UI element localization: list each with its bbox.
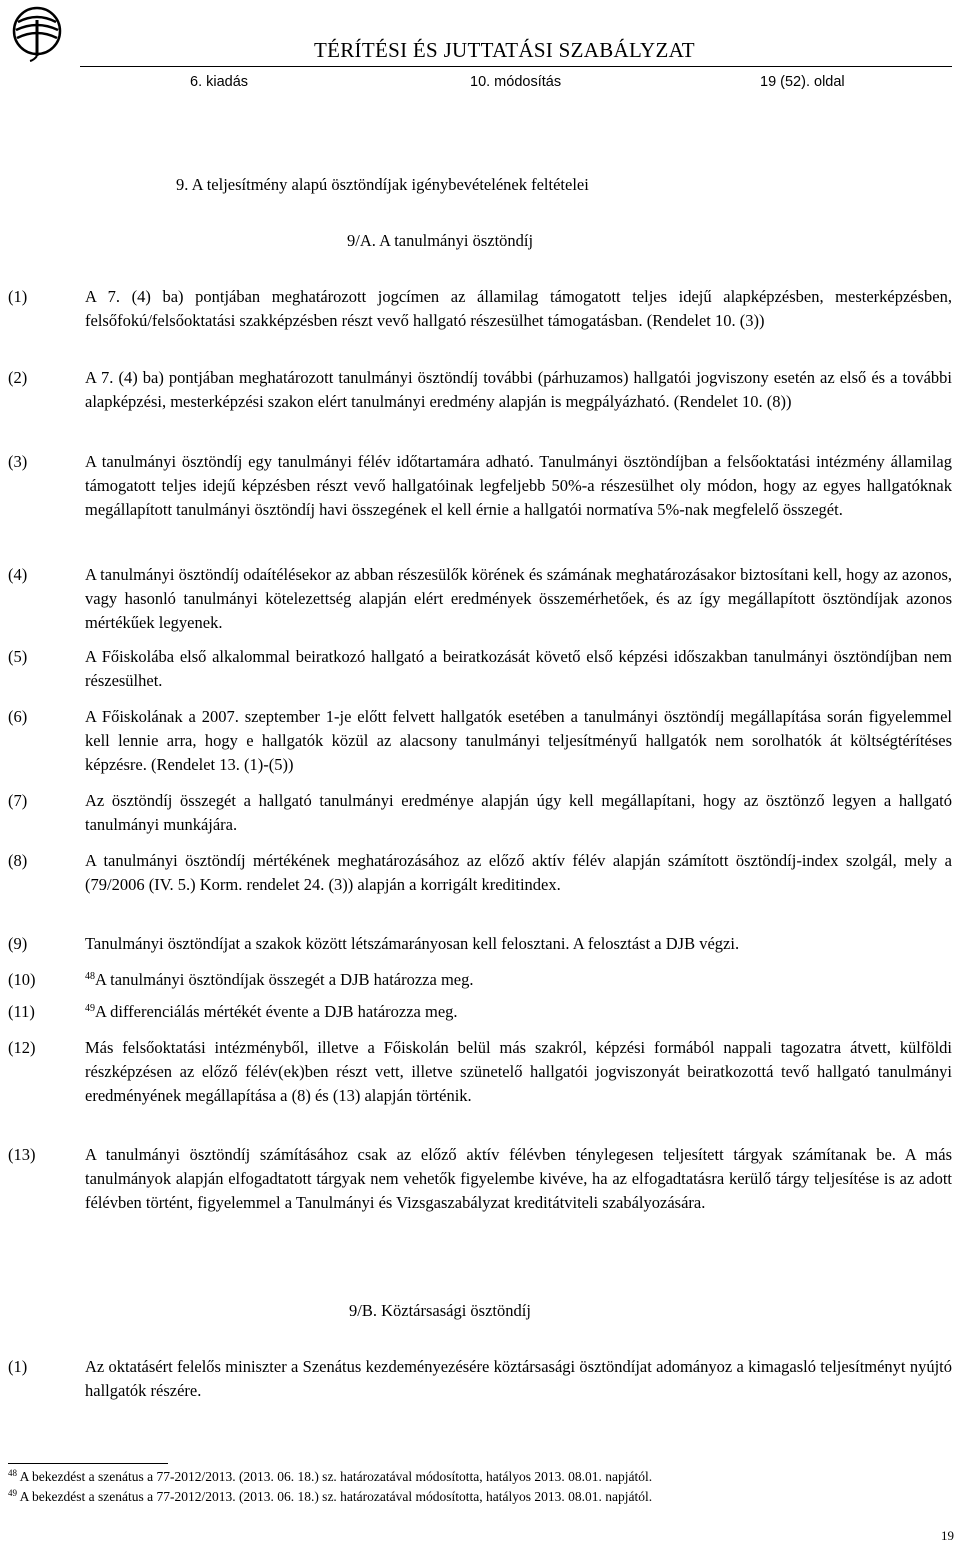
paragraph-number: (5) (8, 647, 28, 666)
paragraph (8, 1000, 952, 1024)
paragraph (8, 789, 952, 837)
paragraph-number: (2) (8, 368, 28, 387)
paragraph-text: Az ösztöndíj összegét a hallgató tanulmányi eredménye alapján úgy kell megállapítani, hogy az ösztönző legyen a hallgató tanulmányi munkájára. (85, 791, 952, 834)
paragraph-number: (6) (8, 707, 28, 726)
footnote-divider (8, 1463, 168, 1464)
paragraph-text: A tanulmányi ösztöndíjak összegét a DJB határozza meg. (95, 970, 474, 989)
paragraph (8, 849, 952, 897)
paragraph-number: (3) (8, 452, 28, 471)
paragraph-text: A tanulmányi ösztöndíj számításához csak az előző aktív félévben ténylegesen teljesített tárgyak számítanak be. A más tanulmányok alapján elfogadtatott tárgyak nem vehetők figyelembe kivéve, ha az elfogadtatásra kerülő tárgy teljesítése is az adott félévben történt, figyelemmel a Tanulmányi és Vizsgaszabályzat kreditátviteli szabályozására. (85, 1145, 952, 1212)
footnote-number: 48 (8, 1468, 17, 1478)
footnote-ref[interactable]: 48 (85, 971, 95, 982)
paragraph-text: Tanulmányi ösztöndíjat a szakok között létszámarányosan kell felosztani. A felosztást a DJB végzi. (85, 934, 740, 953)
paragraph-number: (10) (8, 970, 36, 989)
paragraph (8, 968, 952, 992)
footnote-number: 49 (8, 1488, 17, 1498)
footnote-ref[interactable]: 49 (85, 1003, 95, 1014)
paragraph-text: A 7. (4) ba) pontjában meghatározott jogcímen az államilag támogatott teljes idejű alapképzésben, mesterképzésben, felsőfokú/felsőoktatási szakképzésben részt vevő hallgató részesülhet támogatásban. (Rendelet 10. (3)) (85, 287, 952, 330)
paragraph-text: A tanulmányi ösztöndíj mértékének meghatározásához az előző aktív félév alapján számított ösztöndíj-index szolgál, mely a (79/2006 (IV. 5.) Korm. rendelet 24. (3)) alapján a korrigált kreditindex. (85, 851, 952, 894)
paragraph-text: A tanulmányi ösztöndíj egy tanulmányi félév időtartamára adható. Tanulmányi ösztöndíjban a felsőoktatási intézmény államilag támogatott teljes idejű képzésben részt vevő hallgatóinak legfeljebb 50%-a részesülhet oly módon, hogy az egyes hallgatóknak megállapított tanulmányi ösztöndíj havi összegének el kell érnie a hallgatói normatíva 5%-nak megfelelő összegét. (85, 452, 952, 519)
paragraph (8, 366, 952, 414)
page-number: 19 (941, 1528, 954, 1543)
paragraph (8, 1143, 952, 1215)
paragraph (8, 450, 952, 522)
paragraph-number: (13) (8, 1145, 36, 1164)
footnote-text: A bekezdést a szenátus a 77-2012/2013. (2013. 06. 18.) sz. határozatával módosította, hatályos 2013. 08.01. napjától. (17, 1489, 653, 1504)
paragraph-text: A Főiskolába első alkalommal beiratkozó hallgató a beiratkozását követő első képzési időszakban tanulmányi ösztöndíjban nem részesülhet. (85, 647, 952, 690)
paragraph-number: (7) (8, 791, 28, 810)
paragraph (8, 563, 952, 635)
paragraph (8, 705, 952, 777)
footnote (8, 1469, 652, 1485)
paragraph-text: A Főiskolának a 2007. szeptember 1-je előtt felvett hallgatók esetében a tanulmányi ösztöndíj megállapítása során figyelemmel kell lennie arra, hogy e hallgatók közül az alacsony tanulmányi teljesítményű hallgatók nem sorolhatók át költségtérítéses képzésre. (Rendelet 13. (1)-(5)) (85, 707, 952, 774)
paragraph (8, 645, 952, 693)
paragraph-text: Más felsőoktatási intézményből, illetve a Főiskolán belül más szakról, képzési formából nappali tagozatra átvett, külföldi részképzésen az előző félév(ek)ben részt vett, illetve szünetelő hallgatói jogviszonyát beiratkozottá tevő hallgató tanulmányi eredményének megállapítása a (8) és (13) alapján történik. (85, 1038, 952, 1105)
edition-label: 6. kiadás (190, 74, 249, 90)
modification-label: 10. módosítás (470, 74, 562, 90)
paragraph-number: (12) (8, 1038, 36, 1057)
footnote-text: A bekezdést a szenátus a 77-2012/2013. (2013. 06. 18.) sz. határozatával módosította, hatályos 2013. 08.01. napjától. (17, 1469, 653, 1484)
paragraph-text: A 7. (4) ba) pontjában meghatározott tanulmányi ösztöndíj további (párhuzamos) hallgatói jogviszony esetén az első és a további alapképzési, mesterképzési szakon elért tanulmányi eredmény alapján is megpályázható. (Rendelet 10. (8)) (85, 368, 952, 411)
paragraph (8, 1036, 952, 1108)
paragraph (8, 932, 952, 956)
paragraph-number: (1) (8, 1357, 28, 1376)
paragraph-text: A tanulmányi ösztöndíj odaítélésekor az abban részesülők körének és számának meghatározásakor biztosítani kell, hogy az azonos, vagy hasonló tanulmányi kötelezettség alapján elért eredmények összemérhetőek, és az így megállapított ösztöndíjak azonos mértékűek legyenek. (85, 565, 952, 632)
header-divider (80, 66, 952, 67)
document-title: TÉRÍTÉSI ÉS JUTTATÁSI SZABÁLYZAT (314, 38, 695, 62)
paragraph-number: (4) (8, 565, 28, 584)
subsection-heading-9b: 9/B. Köztársasági ösztöndíj (349, 1301, 531, 1320)
paragraph (8, 285, 952, 333)
paragraph-text: Az oktatásért felelős miniszter a Szenátus kezdeményezésére köztársasági ösztöndíjat adományoz a kimagasló teljesítményt nyújtó hallgatók részére. (85, 1357, 952, 1400)
footnote (8, 1489, 652, 1505)
institution-logo (12, 6, 62, 62)
section-heading: 9. A teljesítmény alapú ösztöndíjak igénybevételének feltételei (176, 175, 589, 194)
paragraph-number: (8) (8, 851, 28, 870)
paragraph-number: (1) (8, 287, 28, 306)
paragraph-number: (9) (8, 934, 28, 953)
paragraph (8, 1355, 952, 1403)
paragraph-text: A differenciálás mértékét évente a DJB határozza meg. (95, 1002, 458, 1021)
paragraph-number: (11) (8, 1002, 35, 1021)
subsection-heading-9a: 9/A. A tanulmányi ösztöndíj (347, 231, 534, 250)
page-reference: 19 (52). oldal (760, 74, 845, 90)
